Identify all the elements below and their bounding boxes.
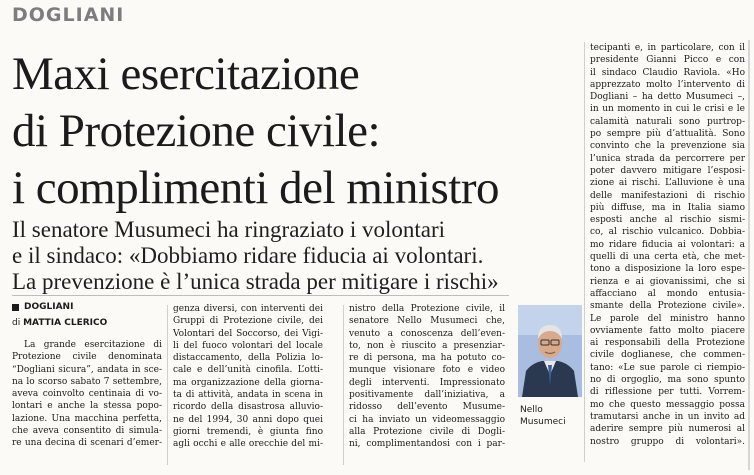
text-line: nostro gruppo di volontari». [590,436,745,447]
text-line: calamità naturali sono purtrop- [590,116,745,127]
text-line: po sempre più d’attualità. Sono [590,129,745,140]
text-line: Protezione civile denominata [12,352,162,363]
column-divider [584,42,585,462]
text-line: delle manifestazioni di rischio [590,190,745,201]
location-label: DOGLIANI [24,302,74,312]
text-line: quelli di una certa età, che met- [590,252,745,263]
text-line: affacciano al mondo entusia- [590,288,745,299]
text-line: aderire sempre più numerosi al [590,424,745,435]
text-line: Le parole del ministro hanno [590,313,745,324]
portrait-photo [518,305,582,397]
text-line: di riflessione per tutti. Vorrem- [590,387,745,398]
text-line: in un momento in cui le crisi e le [590,104,745,115]
text-line: La grande esercitazione di [24,340,162,350]
text-line: ricordo della disastrosa alluvio- [173,402,323,413]
text-line: presidente Gianni Picco e con [590,55,745,66]
text-line: cale e dell’unità cinofila. L’otti- [173,365,323,376]
column-2-text [173,303,323,451]
text-line: Dogliani – ha detto Musumeci –, [590,92,745,103]
text-line: li del fuoco volontari del locale [173,340,323,351]
text-line: il sindaco Claudio Raviola. «Ho [590,67,745,78]
text-line: mo ridare fiducia ai volontari: a [590,239,745,250]
text-line: ridosso dell’evento Musume- [349,402,505,413]
square-bullet-icon [12,304,19,311]
column-divider [343,305,344,465]
column-3-text [349,303,505,451]
text-line: ta di attività, andata in scena in [173,390,323,401]
text-line: venuto a conoscenza dell’even- [349,328,505,339]
divider [12,295,509,296]
text-line: no di orgoglio, ma sono spunto [590,375,745,386]
text-line: tramutarsi anche in un invito ad [590,411,745,422]
location-row [12,302,162,312]
headline-line-2: di Protezione civile: [12,105,381,157]
byline-prefix: di [12,318,21,328]
text-line: re una decina di scenari d’emer- [12,438,162,449]
text-line: ci ha inviato un videomessaggio [349,414,505,425]
text-line: agli occhi e alle orecchie del mi- [173,439,323,450]
photo-caption-line-1: Nello [520,405,543,415]
text-line: lazione. Una macchina perfetta, [12,413,162,424]
headline-line-1: Maxi esercitazione [12,48,360,100]
text-line: distaccamento, della Polizia lo- [173,353,323,364]
text-line: tono a disposizione la loro espe- [590,264,745,275]
text-line: poter davvero mitigare l’esposi- [590,165,745,176]
text-line: ne del 1994, 30 anni dopo quei [173,414,323,425]
text-line: convinto che la prevenzione sia [590,141,745,152]
text-line: degli interventi. Impressionato [349,377,505,388]
text-line: positivamente dall’iniziativa, a [349,390,505,401]
text-line: na lo scorso sabato 7 settembre, [12,376,162,387]
text-line: civile doglianese, che commen- [590,350,745,361]
photo-caption-line-2: Musumeci [520,417,566,427]
subheadline-line-3: La prevenzione è l’unica strada per mitigare i rischi» [12,269,499,294]
text-line: re di persona, ma ha potuto co- [349,353,505,364]
text-line: co, al rischio vulcanico. Dobbia- [590,227,745,238]
subheadline-line-2: e il sindaco: «Dobbiamo ridare fiducia ai volontari. [12,243,484,268]
column-divider [167,305,168,465]
text-line: tecipanti e, in particolare, con il [590,43,745,53]
text-line: ai responsabili della Protezione [590,338,745,349]
text-line: mo che questo messaggio possa [590,399,745,410]
portrait-illustration [518,305,582,397]
text-line: apprezzato molto l’intervento di [590,79,745,90]
column-1 [12,302,162,450]
text-line: to, non è riuscito a presenziar- [349,340,505,351]
text-line: munque visionare foto e video [349,365,505,376]
text-line: genza diversi, con interventi dei [173,304,323,314]
photo-caption [520,404,566,428]
text-line: ma organizzazione della giorna- [173,377,323,388]
section-label: DOGLIANI [12,4,125,26]
text-line: aveva coinvolto centinaia di vo- [12,389,162,400]
subheadline-line-1: Il senatore Musumeci ha ringraziato i volontari [12,217,446,242]
text-line: che aveva consentito di simula- [12,426,162,437]
page-edge [748,40,750,470]
text-line: lontari e anche la stessa popo- [12,401,162,412]
text-line: nistro della Protezione civile, il [349,304,505,314]
text-line: Gruppi di Protezione civile, dei [173,316,323,327]
headline-line-3: i complimenti del ministro [12,162,499,214]
text-line: esposti anche al rischio sismi- [590,215,745,226]
text-line: giorni tremendi, è giunta fino [173,426,323,437]
text-line: ni, complimentandosi con i par- [349,439,505,450]
text-line: tano: «Le sue parole ci riempio- [590,362,745,373]
byline [12,318,162,328]
text-line: l’unica strada da percorrere per [590,153,745,164]
text-line: rienza e ai giovanissimi, che si [590,276,745,287]
text-line: Volontari del Soccorso, dei Vigi- [173,328,323,339]
text-line: zione ai rischi. L’alluvione è una [590,178,745,189]
text-line: smante della Protezione civile». [590,301,745,312]
column-1-text [12,339,162,450]
text-line: alla Protezione civile di Dogli- [349,426,505,437]
column-4-text [590,42,745,448]
text-line: più diffuse, ma in Italia siamo [590,202,745,213]
byline-author: MATTIA CLERICO [23,318,108,328]
text-line: senatore Nello Musumeci che, [349,316,505,327]
text-line: ovviamente fatto molto piacere [590,325,745,336]
text-line: “Dogliani sicura”, andata in sce- [12,364,162,375]
